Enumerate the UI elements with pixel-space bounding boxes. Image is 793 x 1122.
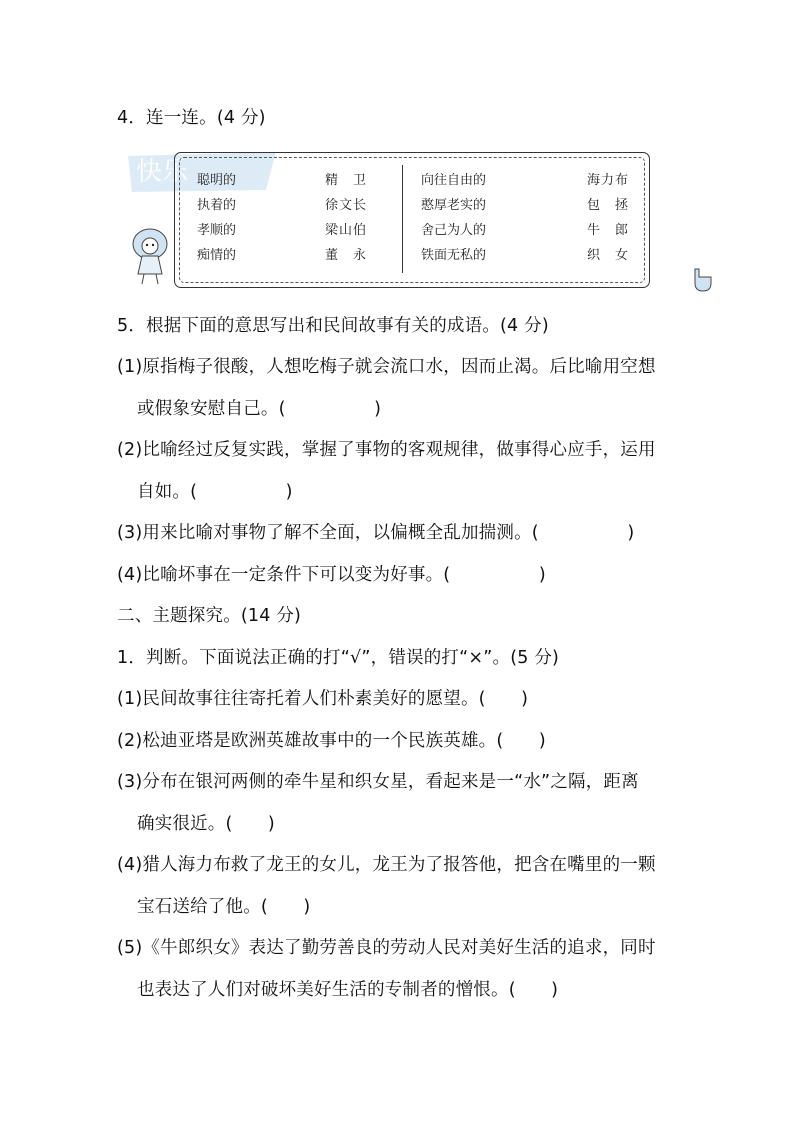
q5-item-1-line2: 或假象安慰自己。( ) xyxy=(137,399,382,419)
match-left-adjective: 痴情的 xyxy=(197,248,237,263)
q5-item-1-line1: (1)原指梅子很酸，人想吃梅子就会流口水，因而止渴。后比喻用空想 xyxy=(117,357,656,377)
judge-item-2: (2)松迪亚塔是欧洲英雄故事中的一个民族英雄。( ) xyxy=(117,731,546,751)
match-left-adjective: 执着的 xyxy=(197,198,237,213)
svg-text:快乐: 快乐 xyxy=(136,157,189,187)
q5-title: 5．根据下面的意思写出和民间故事有关的成语。(4 分) xyxy=(117,316,549,336)
judge-item-5-line1: (5)《牛郎织女》表达了勤劳善良的劳动人民对美好生活的追求，同时 xyxy=(117,938,656,958)
pointing-hand-icon xyxy=(691,265,713,293)
matching-box xyxy=(174,152,650,288)
match-right-name: 包 拯 xyxy=(587,198,630,213)
q5-item-4: (4)比喻坏事在一定条件下可以变为好事。( ) xyxy=(117,565,546,585)
match-left-adjective: 孝顺的 xyxy=(197,223,237,238)
match-right-name: 海力布 xyxy=(587,173,630,188)
match-right-adjective: 铁面无私的 xyxy=(421,248,487,263)
section2-q1-title: 1．判断。下面说法正确的打“√”，错误的打“×”。(5 分) xyxy=(117,648,560,668)
judge-item-3-line2: 确实很近。( ) xyxy=(137,814,275,834)
match-right-adjective: 向往自由的 xyxy=(421,173,487,188)
q5-item-2-line1: (2)比喻经过反复实践，掌握了事物的客观规律，做事得心应手，运用 xyxy=(117,440,656,460)
match-right-name: 织 女 xyxy=(587,248,630,263)
match-right-name: 牛 郎 xyxy=(587,223,630,238)
matching-exercise xyxy=(126,146,656,292)
judge-item-5-line2: 也表达了人们对破坏美好生活的专制者的憎恨。( ) xyxy=(137,980,559,1000)
section2-title: 二、主题探究。(14 分) xyxy=(117,606,302,626)
q4-title: 4．连一连。(4 分) xyxy=(117,108,266,128)
match-left-name: 董 永 xyxy=(325,248,368,263)
column-divider xyxy=(402,165,403,273)
match-right-adjective: 憨厚老实的 xyxy=(421,198,487,213)
cartoon-girl-icon xyxy=(128,226,172,286)
match-left-adjective: 聪明的 xyxy=(197,173,237,188)
match-right-adjective: 舍己为人的 xyxy=(421,223,487,238)
q5-item-2-line2: 自如。( ) xyxy=(137,482,293,502)
match-left-name: 徐文长 xyxy=(325,198,368,213)
judge-item-4-line2: 宝石送给了他。( ) xyxy=(137,897,311,917)
matching-inner-border xyxy=(179,157,645,283)
match-left-name: 梁山伯 xyxy=(325,223,368,238)
judge-item-3-line1: (3)分布在银河两侧的牵牛星和织女星，看起来是一“水”之隔，距离 xyxy=(117,772,639,792)
judge-item-1: (1)民间故事往往寄托着人们朴素美好的愿望。( ) xyxy=(117,689,529,709)
judge-item-4-line1: (4)猎人海力布救了龙王的女儿，龙王为了报答他，把含在嘴里的一颗 xyxy=(117,855,656,875)
match-left-name: 精 卫 xyxy=(325,173,368,188)
q5-item-3: (3)用来比喻对事物了解不全面，以偏概全乱加揣测。( ) xyxy=(117,523,635,543)
